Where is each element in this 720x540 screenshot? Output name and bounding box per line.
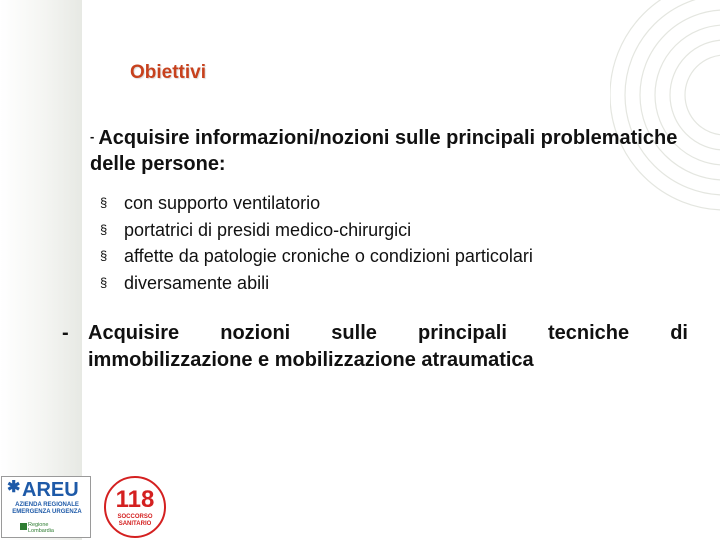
list-item: § affette da patologie croniche o condizioni particolari: [100, 243, 533, 270]
left-gradient-band: [0, 0, 82, 540]
region-label: Regione Lombardia: [28, 522, 54, 534]
objective-2: [62, 320, 688, 374]
list-item: § portatrici di presidi medico-chirurgici: [100, 217, 533, 244]
bullet-icon: §: [100, 274, 108, 290]
region-mark-icon: [20, 523, 27, 530]
areu-logo-word: AREU: [22, 479, 79, 501]
areu-logo: [1, 476, 91, 538]
soccorso-118-logo: [104, 476, 168, 538]
list-item: § con supporto ventilatorio: [100, 190, 533, 217]
dash-marker: -: [90, 129, 95, 144]
objective-2-line-1: Acquisire nozioni sulle principali tecniche di: [88, 322, 688, 344]
bullet-icon: §: [100, 248, 108, 263]
star-of-life-icon: ✱: [7, 479, 21, 496]
list-item: § diversamente abili: [100, 270, 533, 297]
objective-1-sublist: [100, 190, 533, 296]
bullet-icon: §: [100, 221, 108, 237]
objective-1: [90, 124, 690, 177]
bullet-icon: §: [100, 195, 108, 210]
objective-2-line-2: immobilizzazione e mobilizzazione atraumatica: [88, 349, 534, 371]
areu-logo-subtitle: AZIENDA REGIONALE EMERGENZA URGENZA: [12, 502, 82, 515]
logo-text: SOCCORSO SANITARIO: [117, 514, 153, 527]
logo-number: 118: [115, 486, 155, 513]
decorative-rings: [610, 0, 720, 240]
slide-title: Obiettivi: [130, 62, 207, 83]
objective-1-text: Acquisire informazioni/nozioni sulle principali problematiche delle persone:: [90, 127, 678, 175]
dash-marker: -: [62, 322, 69, 344]
